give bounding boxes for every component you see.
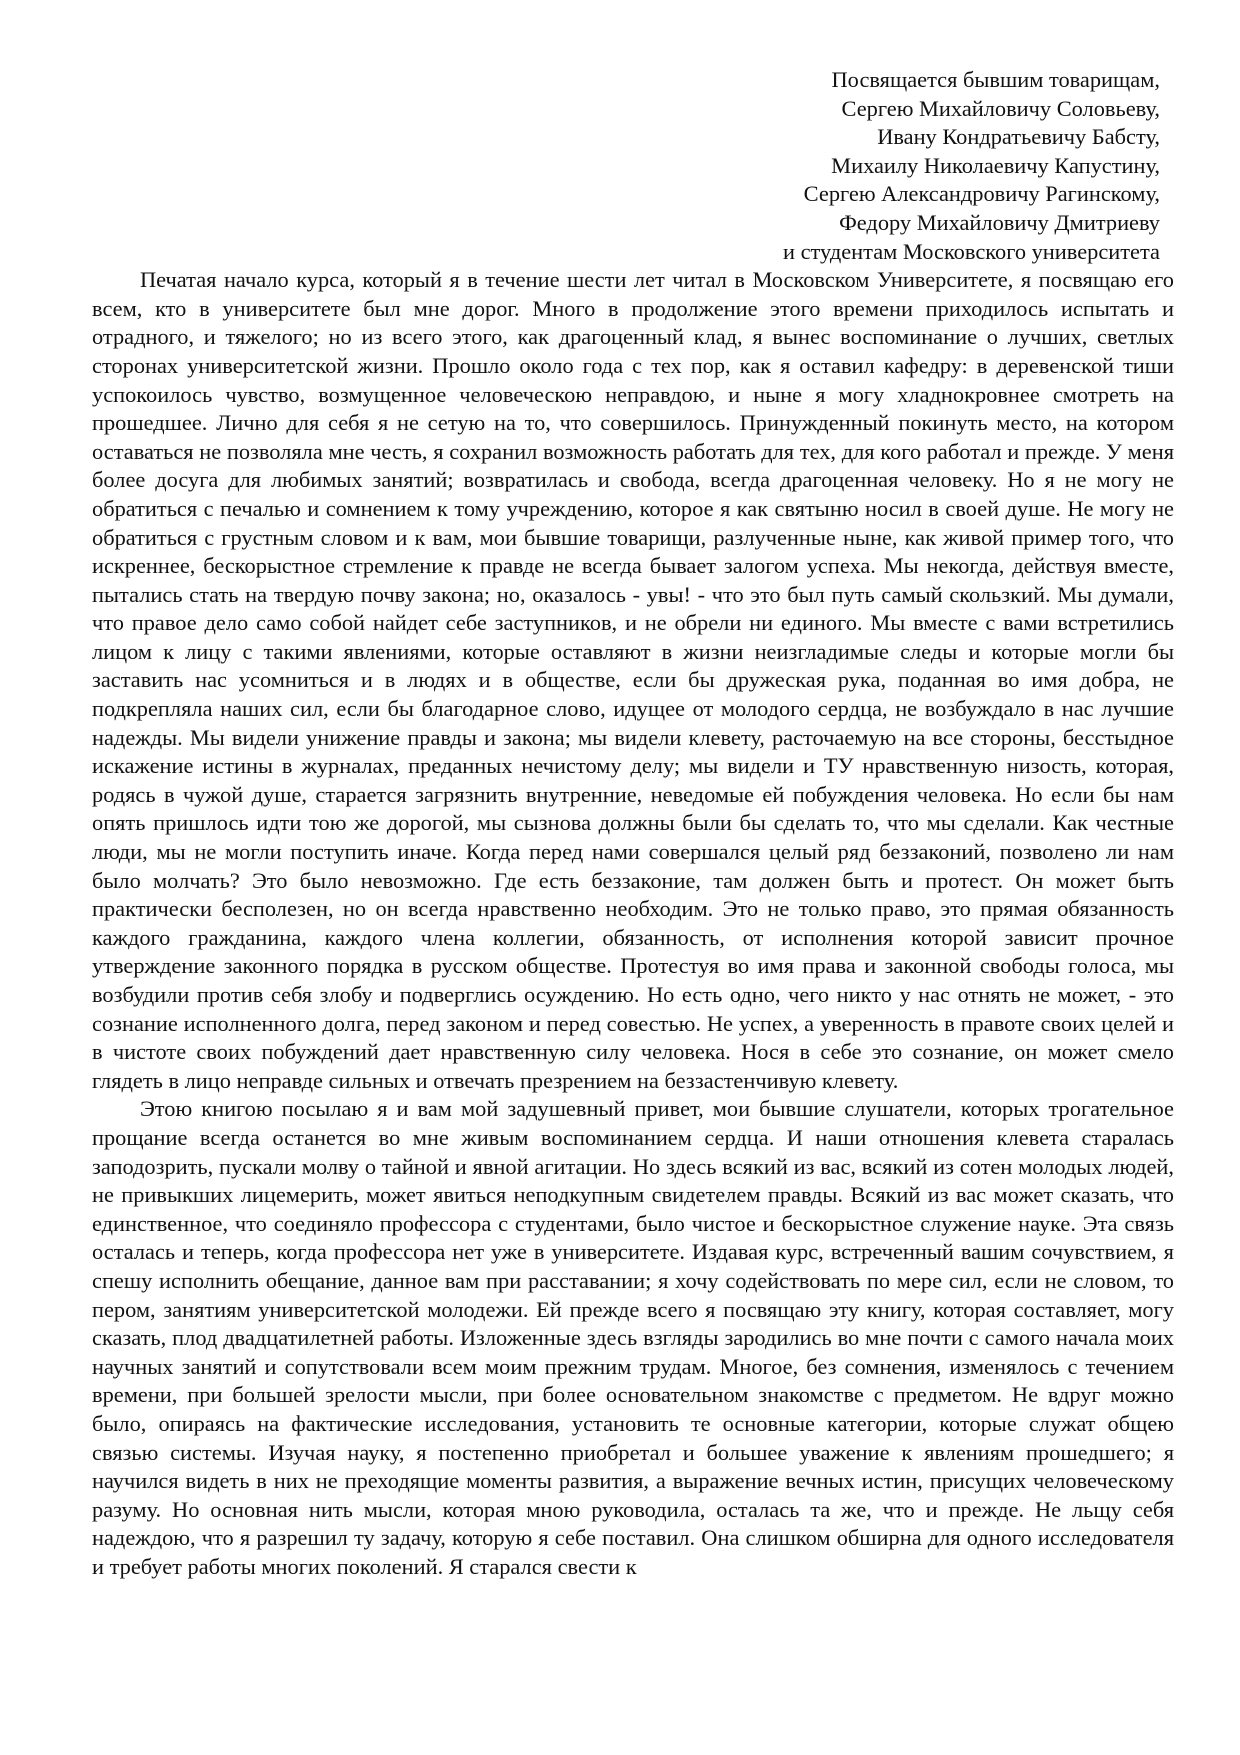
dedication-line: Сергею Михайловичу Соловьеву, [841, 95, 1160, 121]
dedication-line: Ивану Кондратьевичу Бабсту, [877, 124, 1160, 150]
dedication-line: Михаилу Николаевичу Капустину, [831, 152, 1160, 178]
dedication-line: Посвящается бывшим товарищам, [831, 67, 1160, 92]
dedication-block [92, 66, 1174, 266]
body-paragraph-1: Печатая начало курса, который я в течение шести лет читал в Московском Университете, я посвящаю его всем, кто в университете был мне дорог. Много в продолжение этого времени приходилось испытать и отрадного, и тяжелого; но из всего этого, как драгоценный клад, я вынес воспоминание о лучших, светлых сторонах университетской жизни. Прошло около года с тех пор, как я оставил кафедру: в деревенской тиши успокоилось чувство, возмущенное человеческою неправдою, и ныне я могу хладнокровнее смотреть на прошедшее. Лично для себя я не сетую на то, что совершилось. Принужденный покинуть место, на котором оставаться не позволяла мне честь, я сохранил возможность работать для тех, для кого работал и прежде. У меня более досуга для любимых занятий; возвратилась и свобода, всегда драгоценная человеку. Но я не могу не обратиться с печалью и сомнением к тому учреждению, которое я как святыню носил в своей душе. Не могу не обратиться с грустным словом и к вам, мои бывшие товарищи, разлученные ныне, как живой пример того, что искреннее, бескорыстное стремление к правде не всегда бывает залогом успеха. Мы некогда, действуя вместе, пытались стать на твердую почву закона; но, оказалось - увы! - что это был путь самый скользкий. Мы думали, что правое дело само собой найдет себе заступников, и не обрели ни единого. Мы вместе с вами встретились лицом к лицу с такими явлениями, которые оставляют в жизни неизгладимые следы и которые могли бы заставить нас усомниться и в людях и в обществе, если бы дружеская рука, поданная во имя добра, не подкрепляла наших сил, если бы благодарное слово, идущее от молодого сердца, не возбуждало в нас лучшие надежды. Мы видели унижение правды и закона; мы видели клевету, расточаемую на все стороны, бесстыдное искажение истины в журналах, преданных нечистому делу; мы видели и ТУ нравственную низость, которая, родясь в чужой душе, старается загрязнить внутренние, неведомые ей побуждения человека. Но если бы нам опять пришлось идти тою же дорогой, мы сызнова должны были бы сделать то, что мы сделали. Как честные люди, мы не могли поступить иначе. Когда перед нами совершался целый ряд беззаконий, позволено ли нам было молчать? Это было невозможно. Где есть беззаконие, там должен быть и протест. Он может быть практически бесполезен, но он всегда нравственно необходим. Это не только право, это прямая обязанность каждого гражданина, каждого члена коллегии, обязанность, от исполнения которой зависит прочное утверждение законного порядка в русском обществе. Протестуя во имя права и законной свободы голоса, мы возбудили против себя злобу и подверглись осуждению. Но есть одно, чего никто у нас отнять не может, - это сознание исполненного долга, перед законом и перед совестью. Не успех, а уверенность в правоте своих целей и в чистоте своих побуждений дает нравственную силу человека. Нося в себе это сознание, он может смело глядеть в лицо неправде сильных и отвечать презрением на беззастенчивую клевету. [92, 267, 1174, 1093]
dedication-line: Федору Михайловичу Дмитриеву [839, 209, 1160, 235]
dedication-line: и студентам Московского университета [783, 238, 1160, 264]
dedication-line: Сергею Александровичу Рагинскому, [803, 181, 1160, 207]
body-paragraph-2: Этою книгою посылаю я и вам мой задушевный привет, мои бывшие слушатели, которых трогательное прощание всегда останется во мне живым воспоминанием сердца. И наши отношения клевета старалась заподозрить, пускали молву о тайной и явной агитации. Но здесь всякий из вас, всякий из сотен молодых людей, не привыкших лицемерить, может явиться неподкупным свидетелем правды. Всякий из вас может сказать, что единственное, что соединяло профессора с студентами, было чистое и бескорыстное служение науке. Эта связь осталась и теперь, когда профессора нет уже в университете. Издавая курс, встреченный вашим сочувствием, я спешу исполнить обещание, данное вам при расставании; я хочу содействовать по мере сил, если не словом, то пером, занятиям университетской молодежи. Ей прежде всего я посвящаю эту книгу, которая составляет, могу сказать, плод двадцатилетней работы. Изложенные здесь взгляды зародились во мне почти с самого начала моих научных занятий и сопутствовали всем моим прежним трудам. Многое, без сомнения, изменялось с течением времени, при большей зрелости мысли, при более основательном знакомстве с предметом. Не вдруг можно было, опираясь на фактические исследования, установить те основные категории, которые служат общею связью системы. Изучая науку, я постепенно приобретал и большее уважение к явлениям прошедшего; я научился видеть в них не преходящие моменты развития, а выражение вечных истин, присущих человеческому разуму. Но основная нить мысли, которая мною руководила, осталась та же, что и прежде. Не льщу себя надеждою, что я разрешил ту задачу, которую я себе поставил. Она слишком обширна для одного исследователя и требует работы многих поколений. Я старался свести к [92, 1096, 1174, 1579]
